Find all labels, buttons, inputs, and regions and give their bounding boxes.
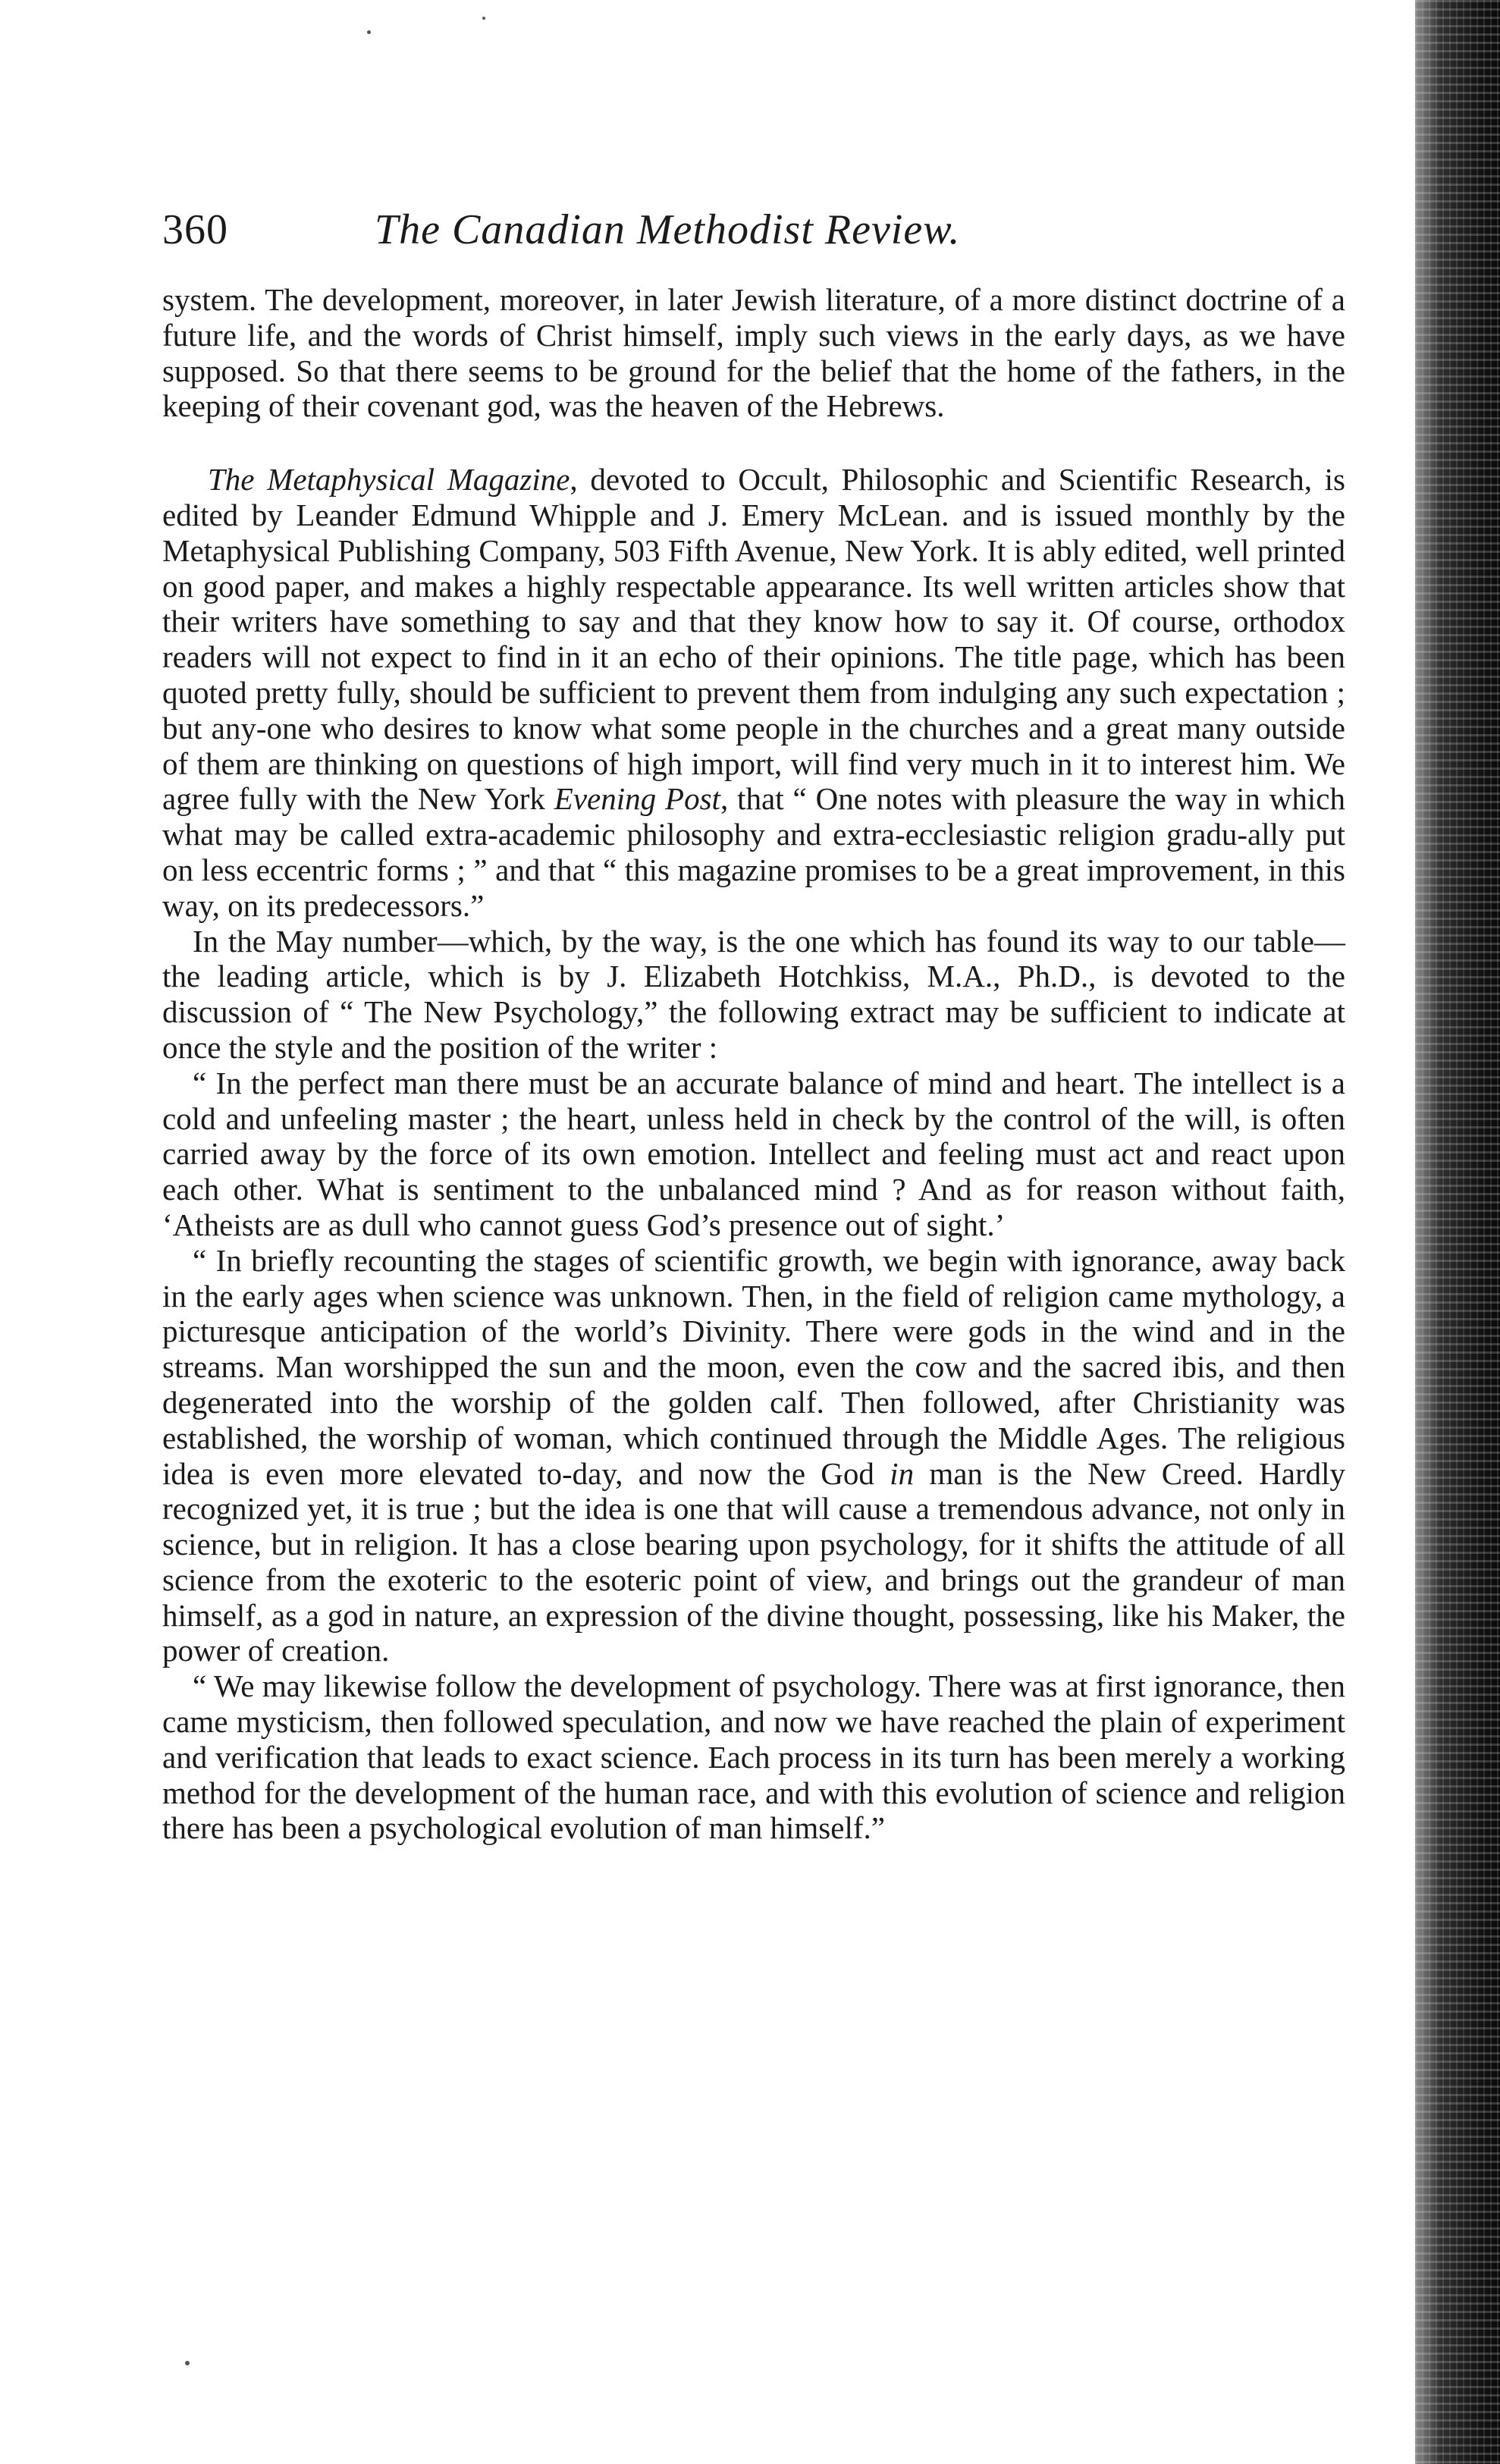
newspaper-title: Evening Post: [554, 781, 720, 817]
paragraph-continuation: [162, 282, 1345, 424]
paragraph-text: “ In the perfect man there must be an accurate balance of mind and heart. The intellect is a cold and unfeeling master ; the heart, unless held in check by the control of the will, is often carried away by the force of its own emotion. Intellect and feeling must act and react upon each other. What is sentiment to the unbalanced mind ? And as for reason without faith, ‘Atheists are as dull who cannot guess God’s presence out of sight.’: [162, 1065, 1345, 1242]
paragraph-may-number: [162, 924, 1345, 1066]
scan-speck: [482, 17, 485, 20]
paragraph-text: “ We may likewise follow the development of psychology. There was at first ignorance, then came mysticism, then followed speculation, and now we have reached the plain of experiment and verification that leads to exact science. Each process in its turn has been merely a working method for the development of the human race, and with this evolution of science and religion there has been a psychological evolution of man himself.”: [162, 1668, 1345, 1846]
emphasis-word: in: [890, 1455, 915, 1491]
paragraph-text: “ In briefly recounting the stages of scientific growth, we begin with ignorance, away back in the early ages when science was unknown. Then, in the field of religion came mythology, a picturesque anticipation of the world’s Divinity. There were gods in the wind and in the streams. Man worshipped the sun and the moon, even the cow and the sacred ibis, and then degenerated into the worship of the golden calf. Then followed, after Christianity was established, the worship of woman, which continued through the Middle Ages. The religious idea is even more elevated to-day, and now the God: [162, 1242, 1345, 1491]
page-number: 360: [162, 206, 228, 253]
article-body: [162, 282, 1345, 1846]
magazine-title: The Metaphysical Magazine: [208, 462, 570, 498]
quote-paragraph: [162, 1066, 1345, 1243]
paragraph-text: , devoted to Occult, Philosophic and Scientific Research, is edited by Leander Edmund Whipple and J. Emery McLean. and is issued monthly by the Metaphysical Publishing Company, 503 Fifth Avenue, New York. It is ably edited, well printed on good paper, and makes a highly respectable appearance. Its well written articles show that their writers have something to say and that they know how to say it. Of course, orthodox readers will not expect to find in it an echo of their opinions. The title page, which has been quoted pretty fully, should be sufficient to prevent them from indulging any such expectation ; but any-one who desires to know what some people in the churches and a great many outside of them are thinking on questions of high import, will find very much in it to interest him. We agree fully with the New York: [162, 462, 1346, 817]
page-header: [162, 196, 1345, 264]
paragraph-magazine-review: [162, 462, 1345, 923]
quote-paragraph: [162, 1243, 1345, 1669]
quote-paragraph: [162, 1668, 1345, 1846]
paragraph-text: system. The development, moreover, in later Jewish literature, of a more distinct doctrine of a future life, and the words of Christ himself, imply such views in the early days, as we have supposed. So that there seems to be ground for the belief that the home of the fathers, in the keeping of their covenant god, was the heaven of the Hebrews.: [162, 282, 1345, 424]
scan-speck: [185, 2361, 190, 2365]
journal-title: The Canadian Methodist Review.: [375, 206, 961, 253]
paragraph-text: man is the New Creed. Hardly recognized yet, it is true ; but the idea is one that will cause a tremendous advance, not only in science, but in religion. It has a close bearing upon psychology, for it shifts the attitude of all science from the exoteric to the esoteric point of view, and brings out the grandeur of man himself, as a god in nature, an expression of the divine thought, possessing, like his Maker, the power of creation.: [162, 1455, 1346, 1668]
paragraph-text: , that “ One notes with pleasure the way in which what may be called extra-academic philosophy and extra-ecclesiastic religion gradu-ally put on less eccentric forms ; ” and that “ this magazine promises to be a great improvement, in this way, on its predecessors.”: [162, 781, 1345, 923]
scan-speck: [367, 30, 371, 34]
paragraph-text: In the May number—which, by the way, is the one which has found its way to our table—the leading article, which is by J. Elizabeth Hotchkiss, M.A., Ph.D., is devoted to the discussion of “ The New Psychology,” the following extract may be sufficient to indicate at once the style and the position of the writer :: [162, 923, 1345, 1065]
binding-edge: [1415, 0, 1500, 2464]
